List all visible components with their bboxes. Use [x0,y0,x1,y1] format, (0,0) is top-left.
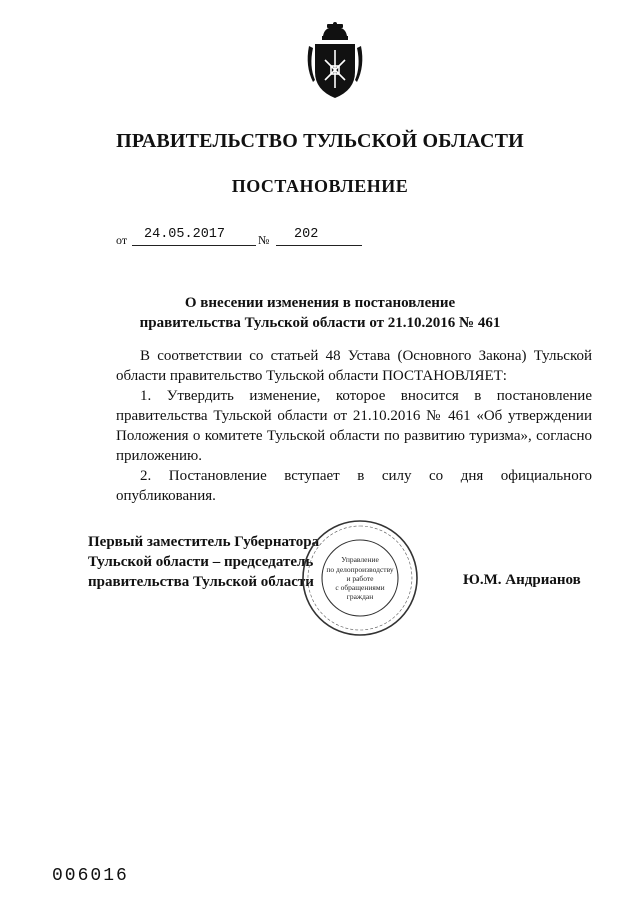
item-2-paragraph: 2. Постановление вступает в силу со дня официального опубликования. [116,468,592,504]
signatory-name: Ю.М. Андрианов [463,572,581,588]
position-line-3: правительства Тульской области [88,574,314,590]
subject-line-1: О внесении изменения в постановление [184,295,456,311]
organization-title: ПРАВИТЕЛЬСТВО ТУЛЬСКОЙ ОБЛАСТИ [116,130,524,152]
document-subject [0,293,640,333]
number-label: № [258,233,270,247]
item-1-paragraph: 1. Утвердить изменение, которое вносится в постановление правительства Тульской области от 21.10.2016 № 461 «Об утверждении Положения о комитете Тульской области по развитию туризма», согласно приложению. [116,388,592,464]
position-line-2: Тульской области – председатель [88,554,314,570]
stamp-text-1: Управление [341,555,379,564]
stamp-text-4: с обращениями [335,583,385,592]
coat-of-arms-emblem [305,22,365,100]
stamp-text-2: по делопроизводству [326,565,394,574]
stamp-text-5: граждан [346,592,374,601]
position-line-1: Первый заместитель Губернатора [88,534,320,550]
number-value: 202 [294,227,319,242]
preamble-paragraph: В соответствии со статьей 48 Устава (Основного Закона) Тульской области правительство Тульской области ПОСТАНОВЛЯЕТ: [116,348,592,384]
document-type-title: ПОСТАНОВЛЕНИЕ [231,176,409,196]
stamp-text-3: и работе [346,574,374,583]
date-underline [132,245,256,246]
number-underline [276,245,362,246]
signatory-position [88,532,319,592]
date-label: от [116,233,128,247]
office-stamp [300,518,420,638]
date-value: 24.05.2017 [144,227,226,242]
subject-line-2: правительства Тульской области от 21.10.2016 № 461 [139,315,501,331]
registration-line [116,227,376,247]
serial-number: 006016 [52,866,129,886]
document-body [116,346,592,506]
